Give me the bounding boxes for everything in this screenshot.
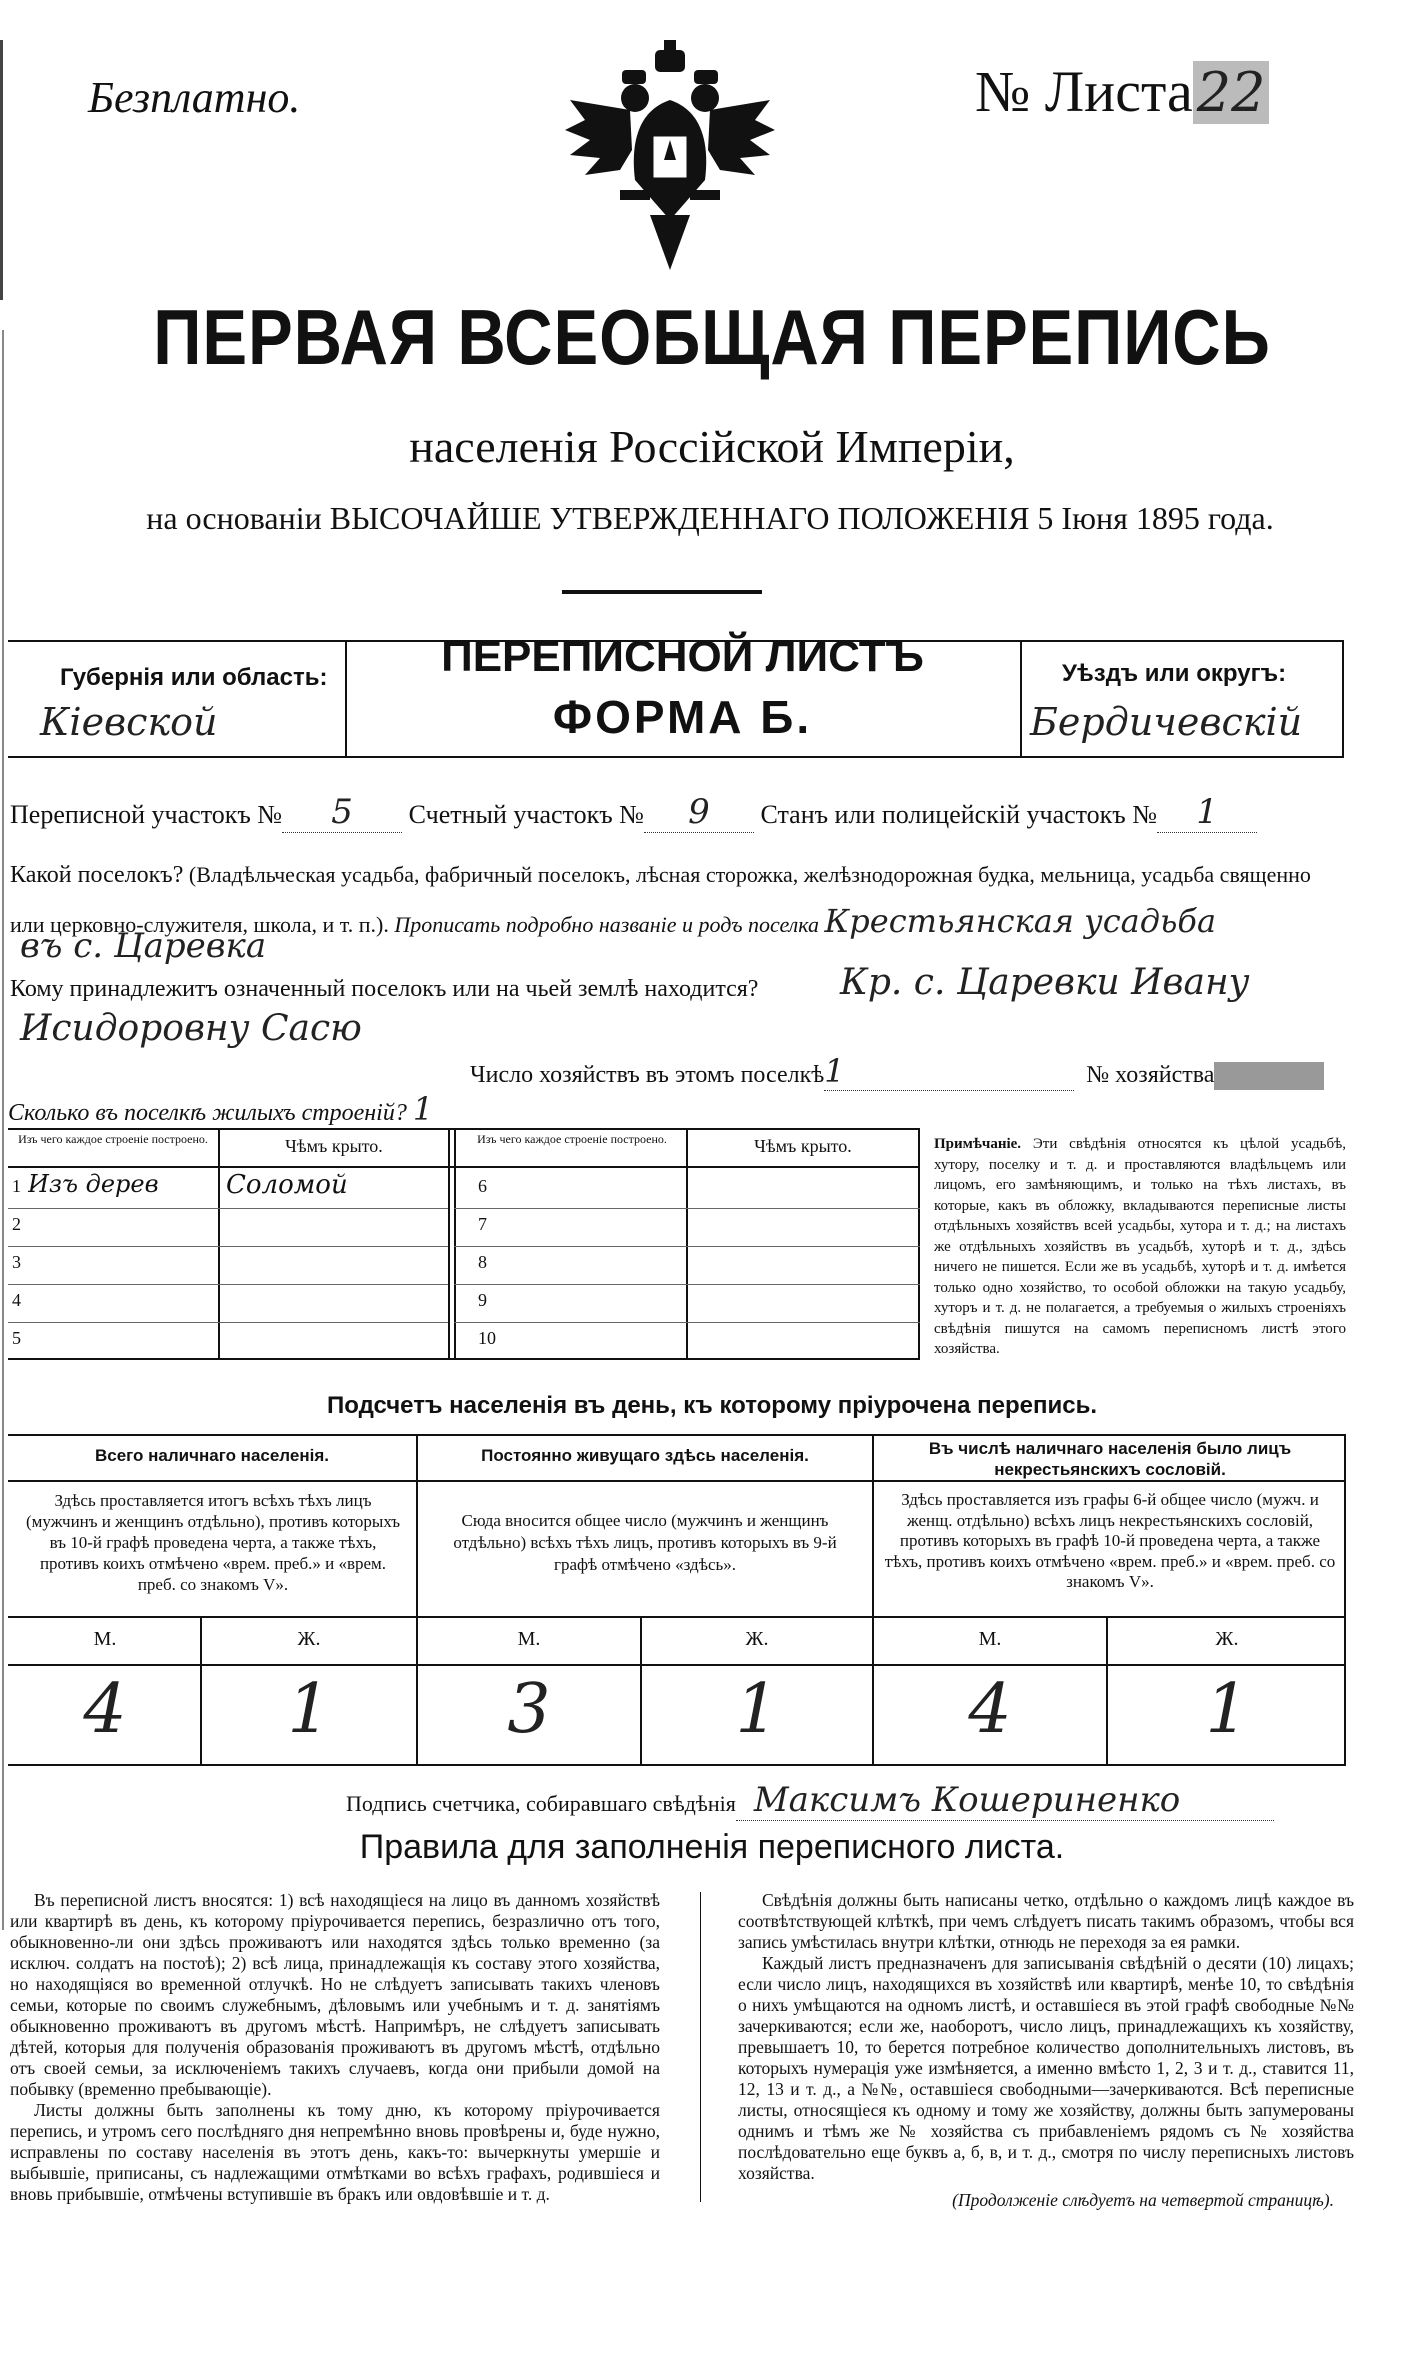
count-col2-m-label: М. <box>517 1628 541 1650</box>
bt-div-2 <box>686 1128 688 1360</box>
count-col3-m-label: М. <box>978 1628 1002 1650</box>
rules-right-column <box>738 1890 1354 2211</box>
owner-question: Кому принадлежитъ означенный поселокъ или на чьей землѣ находится? <box>10 976 759 1002</box>
signature-line <box>346 1780 1274 1821</box>
buildings-label: Сколько въ поселкѣ жилыхъ строеній? <box>8 1100 407 1126</box>
bt-div-mid-a <box>448 1128 450 1360</box>
settlement-hint-italic: Прописать подробно названіе и родъ поселка <box>394 912 820 937</box>
counting-section-value: 9 <box>644 792 754 833</box>
sheet-number <box>975 58 1269 125</box>
count-col2-desc: Сюда вносится общее число (мужчинъ и женщинъ отдѣльно) всѣхъ тѣхъ лицъ, противъ которыхъ въ 9-й графѣ отмѣчено «здѣсь». <box>453 1511 837 1574</box>
form-header-divider-right <box>1020 640 1022 758</box>
rules-left-column <box>10 1890 660 2205</box>
sheet-title: ПЕРЕПИСНОЙ ЛИСТЪ <box>441 632 924 681</box>
bt-row-number: 7 <box>478 1214 487 1234</box>
bt-row-number: 5 <box>12 1328 21 1348</box>
rules-divider <box>700 1892 701 2202</box>
count-col1-m-label: М. <box>93 1628 117 1650</box>
count-col3-desc: Здѣсь проставляется изъ графы 6-й общее число (мужч. и женщ. отдѣльно) всѣхъ лицъ некрестьянскихъ сословій, противъ которыхъ въ графѣ 10-й проведена черта, а также тѣхъ, противъ коихъ отмѣчено «врем. преб.» и «врем. преб. со знакомъ V». <box>884 1490 1336 1591</box>
sheet-number-label: № Листа <box>975 59 1193 124</box>
bt-row-number: 6 <box>478 1176 487 1196</box>
bt-div-1 <box>218 1128 220 1360</box>
count-col2-m-value: 3 <box>507 1670 551 1749</box>
bt-row-rule <box>8 1208 448 1209</box>
count-col1-m-value: 4 <box>83 1670 127 1749</box>
bt-div-mid-b <box>454 1128 456 1360</box>
rules-right-p1: Свѣдѣнія должны быть написаны четко, отдѣльно о каждомъ лицѣ каждое въ соотвѣтствующей клѣткѣ, при чемъ слѣдуетъ писать такимъ образомъ, чтобы вся запись умѣстилась внутри клѣтки, отнюдь не переходя за ея рамки. <box>738 1890 1354 1952</box>
district-value: Бердичевскій <box>1030 700 1303 744</box>
signature-label: Подпись счетчика, собиравшаго свѣдѣнія <box>346 1791 736 1816</box>
rules-left-p1: Въ переписной листъ вносятся: 1) всѣ находящіеся на лицо въ данномъ хозяйствѣ или квартирѣ въ день, къ которому пріурочивается перепись, безразлично отъ того, обыкновенно-ли они здѣсь проживаютъ или находятся здѣсь только временно (за исключ. солдатъ на постоѣ); 2) всѣ лица, принадлежащія къ составу этого хозяйства, но находящіяся во временной отлучкѣ. Но не слѣдуетъ записывать такихъ членовъ семьи, которые по своимъ служебнымъ, дѣловымъ или учебнымъ и т. д. занятіямъ обыкновенно проживаютъ въ другомъ мѣстѣ. Напримѣръ, не слѣдуетъ записывать дѣтей, которыя для полученія образованія проживаютъ въ другомъ мѣстѣ, отдѣльно отъ своей семьи, за исключеніемъ такихъ случаевъ, когда они прибыли домой на побывку (временно пребывающіе). <box>10 1890 660 2099</box>
page-subtitle: населенія Россійской Имперіи, <box>409 421 1015 472</box>
bt-col-material-right: Изъ чего каждое строеніе построено. <box>477 1132 667 1146</box>
rules-right-p2: Каждый листъ предназначенъ для записыванія свѣдѣній о десяти (10) лицахъ; если число лицъ, находящихся въ хозяйствѣ или квартирѣ, менѣе 10, то свѣдѣнія о нихъ умѣщаются на одномъ листѣ, и оставшіеся въ этой графѣ свободные №№ зачеркиваются; если же, наоборотъ, число лицъ, принадлежащихъ къ хозяйству, превышаетъ 10, то берется потребное количество дополнительныхъ листовъ, въ которыхъ нумерація уже измѣняется, а именно вмѣсто 1, 2, 3 и т. д., ставится 11, 12, 13 и т. д., а №№, оставшіеся свободными—зачеркиваются. Всѣ переписные листы, относящіеся къ одному и тому же хозяйству, должны быть запумерованы однимъ и тѣмъ же № хозяйства съ прибавленіемъ рядомъ съ № хозяйства послѣдовательно еще буквъ а, б, в, и т. д., смотря по числу переписныхъ листовъ хозяйства. <box>738 1953 1354 2183</box>
bt-row-rule <box>454 1322 920 1323</box>
household-no-redacted <box>1214 1062 1324 1090</box>
count-col3-f-label: Ж. <box>1215 1628 1239 1650</box>
bt-row-rule <box>454 1246 920 1247</box>
police-section-value: 1 <box>1157 792 1257 833</box>
census-section-label: Переписной участокъ № <box>10 800 283 829</box>
buildings-line <box>8 1090 433 1128</box>
district-label: Уѣздъ или округъ: <box>1062 660 1287 687</box>
form-name: ФОРМА Б. <box>552 691 813 743</box>
bt-col-roof-left: Чѣмъ крыто. <box>285 1136 383 1156</box>
settlement-value-1: Крестьянская усадьба <box>824 902 1217 940</box>
rules-continued: (Продолженіе слѣдуетъ на четвертой страницѣ). <box>952 2190 1334 2210</box>
free-label: Безплатно. <box>88 73 301 122</box>
household-no-label: № хозяйства <box>1086 1062 1215 1088</box>
title-divider <box>562 590 762 594</box>
bt-row-roof: Соломой <box>226 1170 348 1200</box>
note-label: Примѣчаніе. <box>934 1136 1022 1152</box>
bt-row-number: 1 <box>12 1176 21 1196</box>
scan-edge-marks <box>0 40 19 300</box>
owner-value-2: Исидоровну Сасю <box>20 1008 362 1049</box>
owner-value-1: Кр. с. Царевки Ивану <box>840 962 1250 1003</box>
basis-line: на основаніи ВЫСОЧАЙШЕ УТВЕРЖДЕННАГО ПОЛОЖЕНІЯ 5 Іюня 1895 года. <box>146 500 1274 536</box>
ct-rule-heading <box>8 1480 1346 1482</box>
sheet-number-value: 22 <box>1193 61 1270 124</box>
census-section-value: 5 <box>282 792 402 833</box>
bt-row-rule <box>454 1284 920 1285</box>
counting-section-label: Счетный участокъ № <box>408 800 644 829</box>
count-title: Подсчетъ населенія въ день, къ которому пріурочена перепись. <box>327 1392 1097 1419</box>
bt-col-roof-right: Чѣмъ крыто. <box>754 1136 852 1156</box>
households-label: Число хозяйствъ въ этомъ поселкѣ <box>470 1062 825 1088</box>
section-line <box>10 792 1257 833</box>
count-col2-heading: Постоянно живущаго здѣсь населенія. <box>481 1446 809 1465</box>
ct-rule-desc <box>8 1616 1346 1618</box>
province-label: Губернія или область: <box>60 664 328 691</box>
bt-row-rule <box>454 1208 920 1209</box>
count-col3-f-value: 1 <box>1205 1670 1249 1749</box>
count-col3-m-value: 4 <box>968 1670 1012 1749</box>
settlement-value-2: въ с. Царевка <box>20 926 267 966</box>
bt-row-number: 9 <box>478 1290 487 1310</box>
imperial-eagle-emblem <box>560 40 780 280</box>
ct-rule-mf <box>8 1664 1346 1666</box>
count-col1-f-label: Ж. <box>297 1628 321 1650</box>
bt-row-number: 3 <box>12 1252 21 1272</box>
police-section-label: Станъ или полицейскій участокъ № <box>760 800 1158 829</box>
settlement-hint: (Владѣльческая усадьба, фабричный поселокъ, лѣсная сторожка, желѣзнодорожная будка, мельница, усадьба священно или церковно-служителя, школа, и т. п.). <box>10 862 1311 937</box>
households-value: 1 <box>824 1052 1074 1091</box>
bt-row-rule <box>8 1246 448 1247</box>
page-title: ПЕРВАЯ ВСЕОБЩАЯ ПЕРЕПИСЬ <box>153 293 1271 381</box>
buildings-table-header-rule <box>8 1166 920 1168</box>
count-col2-f-label: Ж. <box>745 1628 769 1650</box>
count-col1-desc: Здѣсь проставляется итогъ всѣхъ тѣхъ лицъ (мужчинъ и женщинъ отдѣльно), противъ которыхъ въ 10-й графѣ проведена черта, а также тѣхъ, противъ коихъ отмѣчено «врем. преб.» и «врем. преб. со знакомъ V». <box>26 1491 400 1594</box>
bt-row-number: 8 <box>478 1252 487 1272</box>
bt-row-number: 2 <box>12 1214 21 1234</box>
note-text: Эти свѣдѣнія относятся къ цѣлой усадьбѣ, хутору, поселку и т. д. и проставляются владѣльцемъ или лицомъ, его замѣняющимъ, и только на тѣхъ листахъ, въ которые, какъ въ обложку, вкладываются переписные листы отдѣльныхъ хозяйствъ всей усадьбы, хутора и т. д.; на листахъ же отдѣльныхъ хозяйствъ въ усадьбѣ, хуторѣ и т. д., здѣсь ничего не пишется. Если же въ усадьбѣ, хуторѣ и т. д. имѣется только одно хозяйство, то особой обложки на такую усадьбу, хуторъ и т. д. не полагается, а требуемыя о жилыхъ строеніяхъ свѣдѣнія пишутся на самомъ переписномъ листѣ этого хозяйства. <box>934 1136 1347 1357</box>
bt-row-number: 10 <box>478 1328 496 1348</box>
bt-col-material-left: Изъ чего каждое строеніе построено. <box>18 1132 208 1146</box>
households-line <box>470 1052 1324 1091</box>
count-col1-f-value: 1 <box>287 1670 331 1749</box>
bt-row-rule <box>8 1284 448 1285</box>
bt-row-number: 4 <box>12 1290 21 1310</box>
buildings-table <box>8 1128 920 1360</box>
signature-value: Максимъ Кошериненко <box>736 1780 1274 1821</box>
rules-title: Правила для заполненія переписного листа. <box>359 1828 1065 1866</box>
note-block <box>934 1134 1346 1360</box>
count-col3-heading: Въ числѣ наличнаго населенія было лицъ некрестьянскихъ сословій. <box>928 1439 1292 1479</box>
count-col2-f-value: 1 <box>735 1670 779 1749</box>
bt-row-rule <box>8 1322 448 1323</box>
province-value: Кіевской <box>40 700 218 744</box>
rules-left-p2: Листы должны быть заполнены къ тому дню, къ которому пріурочивается перепись, и утромъ сего послѣдняго дня непремѣнно вновь провѣрены и, буде нужно, исправлены по составу населенія въ этотъ день, какъ-то: вычеркнуты умершіе и выбывшіе, приписаны, съ надлежащими отмѣтками во всѣхъ графахъ, родившіеся и вновь прибывшіе, отмѣчены вступившіе въ бракъ или овдовѣвшіе и т. д. <box>10 2100 660 2204</box>
bt-row-material: Изъ дерев <box>28 1170 159 1198</box>
count-col1-heading: Всего наличнаго населенія. <box>95 1446 329 1465</box>
settlement-question: Какой поселокъ? <box>10 862 184 888</box>
buildings-value: 1 <box>412 1090 434 1128</box>
